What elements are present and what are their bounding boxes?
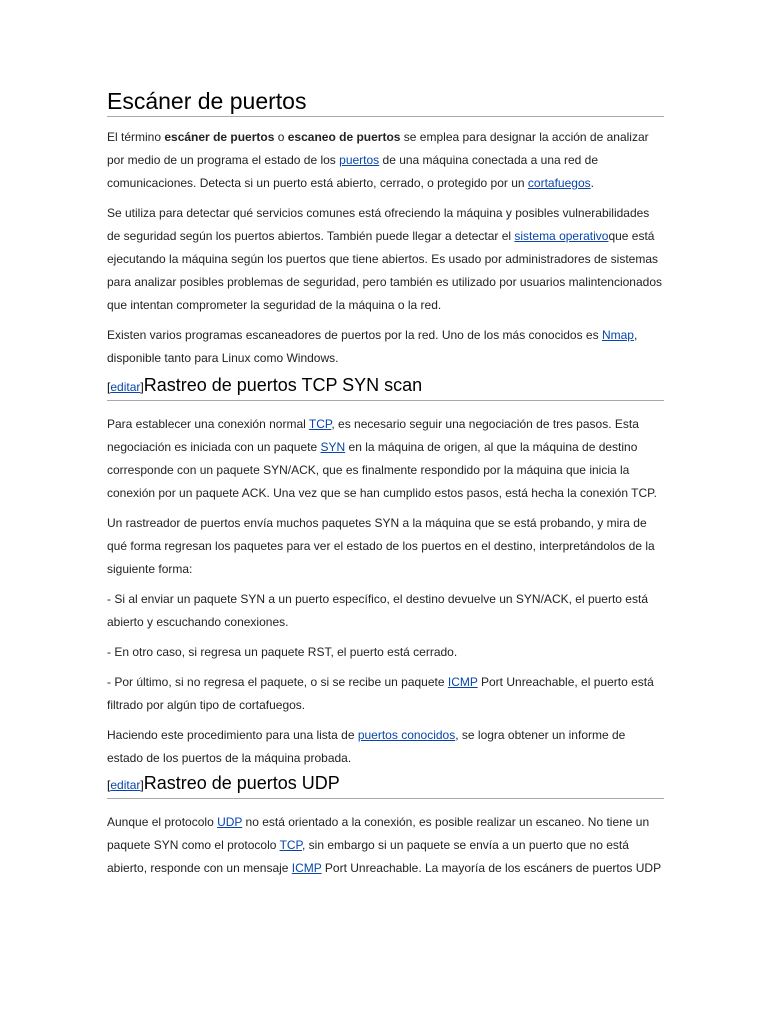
tcp-paragraph-3: - Si al enviar un paquete SYN a un puerto específico, el destino devuelve un SYN/ACK, el puerto está abierto y escuchando conexiones. [107,592,648,629]
bold-term: escáner de puertos [164,130,275,144]
link-sistema-operativo[interactable]: sistema operativo [514,229,609,243]
intro-paragraph-2 [107,202,664,317]
text: Port Unreachable. La mayoría de los escáners de puertos UDP [321,861,662,875]
article [107,87,664,880]
section-heading-text: Rastreo de puertos TCP SYN scan [143,375,423,395]
text: Aunque el protocolo [107,815,218,829]
link-udp[interactable]: UDP [217,815,243,829]
udp-paragraph-1 [107,811,664,880]
text: se emplea para designar la acción de analizar por medio de un programa el estado de los [107,130,649,167]
section-heading-tcp-syn [107,374,664,401]
link-cortafuegos[interactable]: cortafuegos [527,176,591,190]
text: , sin embargo si un paquete se envía a un puerto que no está abierto, responde con un mensaje [107,838,629,875]
text: de una máquina conectada a una red de comunicaciones. Detecta si un puerto está abierto, cerrado, o protegido por un [107,153,599,190]
link-syn[interactable]: SYN [320,440,346,454]
section-heading-text: Rastreo de puertos UDP [143,773,340,793]
link-tcp[interactable]: TCP [279,838,303,852]
text: , se logra obtener un informe de estado de los puertos de la máquina probada. [107,728,626,765]
tcp-paragraph-6 [107,724,664,770]
section-heading-udp [107,772,664,799]
text: Port Unreachable, el puerto está filtrado por algún tipo de cortafuegos. [107,675,654,712]
edit-section: [editar] [107,380,144,394]
text: El término [107,130,165,144]
edit-link[interactable]: editar [110,778,141,792]
bold-term: escaneo de puertos [287,130,401,144]
text: - Por último, si no regresa el paquete, o si se recibe un paquete [107,675,448,689]
edit-link[interactable]: editar [110,380,141,394]
text: , es necesario seguir una negociación de tres pasos. Esta negociación es iniciada con un paquete [107,417,639,454]
tcp-paragraph-5 [107,671,664,717]
link-nmap[interactable]: Nmap [601,328,634,342]
tcp-paragraph-4: - En otro caso, si regresa un paquete RST, el puerto está cerrado. [107,645,458,659]
text: , disponible tanto para Linux como Windows. [107,328,638,365]
text: no está orientado a la conexión, es posible realizar un escaneo. No tiene un paquete SYN como el protocolo [107,815,650,852]
intro-paragraph-3 [107,324,664,370]
link-puertos[interactable]: puertos [339,153,380,167]
page-title: Escáner de puertos [107,87,664,117]
text: Se utiliza para detectar qué servicios comunes está ofreciendo la máquina y posibles vulnerabilidades de seguridad según los puertos abiertos. También puede llegar a detectar el [107,206,650,243]
tcp-paragraph-2: Un rastreador de puertos envía muchos paquetes SYN a la máquina que se está probando, y mira de qué forma regresan los paquetes para ver el estado de los puertos en el destino, interpretándolos de la siguiente forma: [107,516,655,576]
link-tcp[interactable]: TCP [308,417,332,431]
tcp-paragraph-1 [107,413,664,505]
link-icmp[interactable]: ICMP [447,675,478,689]
text: Existen varios programas escaneadores de puertos por la red. Uno de los más conocidos es [107,328,602,342]
text: en la máquina de origen, al que la máquina de destino corresponde con un paquete SYN/ACK, que es finalmente respondido por la máquina que inicia la conexión por un paquete ACK. Una vez que se han cumplido estos pasos, está hecha la conexión TCP. [107,440,657,500]
text: Para establecer una conexión normal [107,417,309,431]
text: . [590,176,594,190]
text: Haciendo este procedimiento para una lista de [107,728,358,742]
intro-paragraph-1 [107,126,664,195]
link-icmp[interactable]: ICMP [291,861,322,875]
text: que está ejecutando la máquina según los puertos que tiene abiertos. Es usado por administradores de sistemas para analizar posibles problemas de seguridad, pero también es utilizado por usuarios malintencionados que intentan comprometer la seguridad de la máquina o la red. [107,229,662,312]
edit-section: [editar] [107,778,144,792]
link-puertos-conocidos[interactable]: puertos conocidos [357,728,456,742]
text: o [274,130,288,144]
